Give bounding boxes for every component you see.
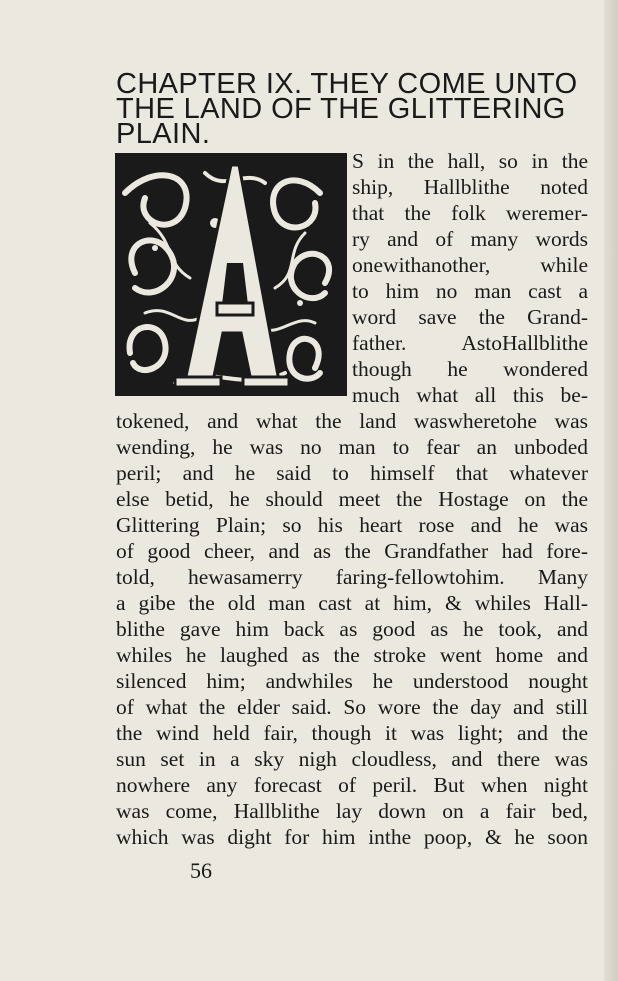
text-line: that the folk weremer-	[352, 201, 588, 225]
page-number: 56	[190, 858, 212, 883]
text-line: else betid, he should meet the Hostage on the	[116, 487, 588, 511]
text-line: the wind held fair, though it was light; and the	[116, 721, 588, 745]
text-line: blithe gave him back as good as he took, and	[116, 617, 588, 641]
text-line: sun set in a sky nigh cloudless, and there was	[116, 747, 588, 771]
text-line: silenced him; andwhiles he understood nought	[116, 669, 588, 693]
text-line: whiles he laughed as the stroke went home and	[116, 643, 588, 667]
text-line: onewithanother, while	[352, 253, 588, 277]
text-line: though he wondered	[352, 357, 588, 381]
text-line: was come, Hallblithe lay down on a fair bed,	[116, 799, 588, 823]
text-line: father. AstoHallblithe	[352, 331, 588, 355]
text-line: S in the hall, so in the	[352, 149, 588, 173]
text-line: Glittering Plain; so his heart rose and he was	[116, 513, 588, 537]
text-line: which was dight for him inthe poop, & he soon	[116, 825, 588, 849]
text-line: to him no man cast a	[352, 279, 588, 303]
text-line: tokened, and what the land waswheretohe was	[116, 409, 588, 433]
text-line: peril; and he said to himself that whatever	[116, 461, 588, 485]
text-line: wending, he was no man to fear an unboded	[116, 435, 588, 459]
text-line: much what all this be-	[352, 383, 588, 407]
text-line: a gibe the old man cast at him, & whiles Hall-	[116, 591, 588, 615]
text-line: told, hewasamerry faring-fellowtohim. Many	[116, 565, 588, 589]
chapter-title-line: PLAIN.	[116, 118, 211, 150]
chapter-title-line: CHAPTER IX. THEY COME UNTO	[116, 68, 578, 100]
text-line: nowhere any forecast of peril. But when night	[116, 773, 588, 797]
text-line: word save the Grand-	[352, 305, 588, 329]
chapter-title-line: THE LAND OF THE GLITTERING	[116, 93, 566, 125]
text-line: ry and of many words	[352, 227, 588, 251]
text-line: of good cheer, and as the Grandfather had fore-	[116, 539, 588, 563]
text-line: of what the elder said. So wore the day and still	[116, 695, 588, 719]
text-line: ship, Hallblithe noted	[352, 175, 588, 199]
